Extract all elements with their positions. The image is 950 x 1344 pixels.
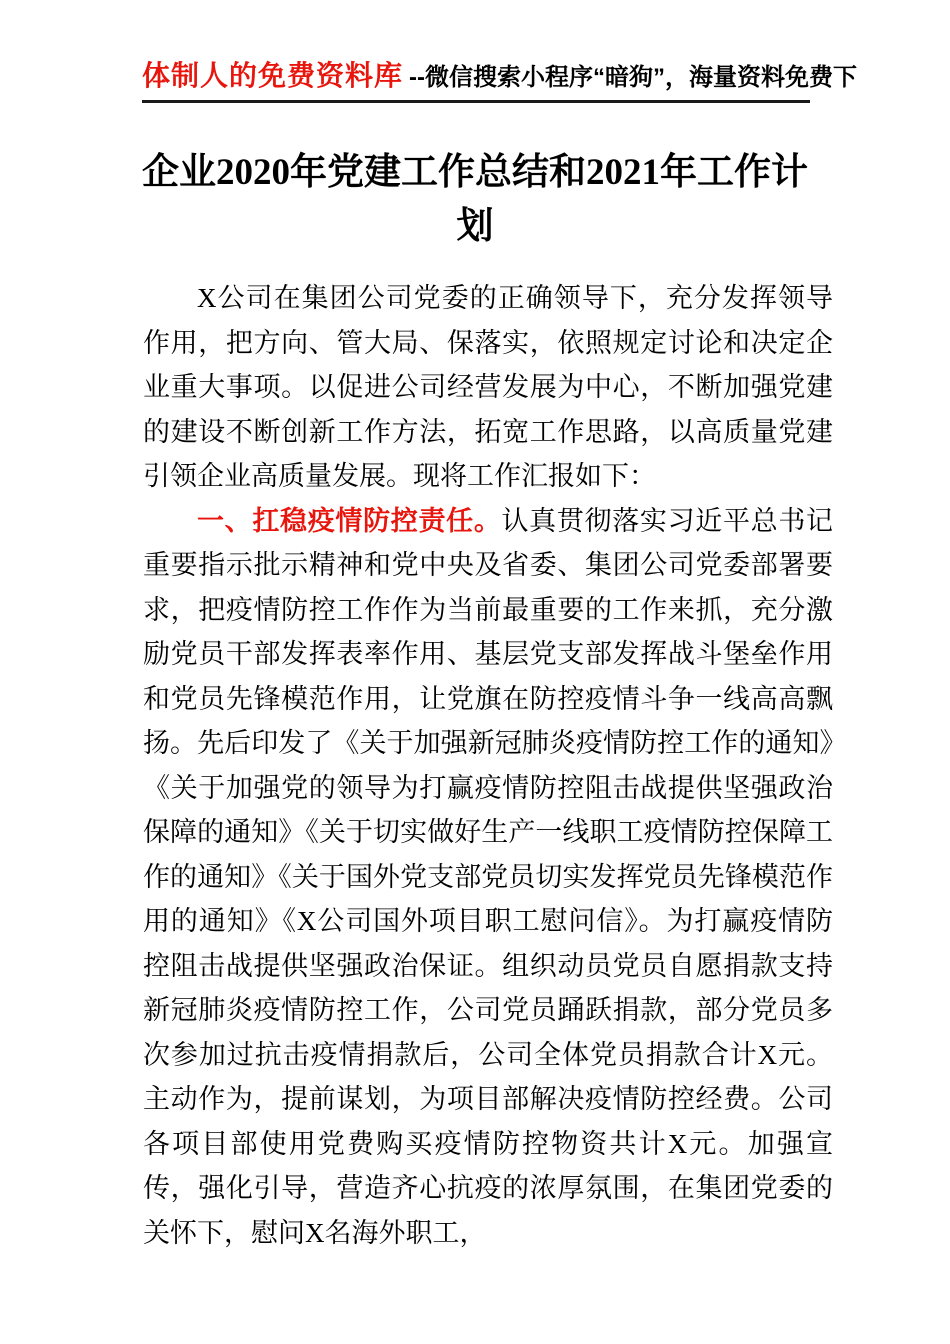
paragraph-text: 认真贯彻落实习近平总书记重要指示批示精神和党中央及省委、集团公司党委部署要求，把疫情防控工作作为当前最重要的工作来抓，充分激励党员干部发挥表率作用、基层党支部发挥战斗堡垒作用和党员先锋模范作用，让党旗在防控疫情斗争一线高高飘扬。先后印发了《关于加强新冠肺炎疫情防控工作的通知》《关于加强党的领导为打赢疫情防控阻击战提供坚强政治保障的通知》《关于切实做好生产一线职工疫情防控保障工作的通知》《关于国外党支部党员切实发挥党员先锋模范作用的通知》《X公司国外项目职工慰问信》。为打赢疫情防控阻击战提供坚强政治保证。组织动员党员自愿捐款支持新冠肺炎疫情防控工作，公司党员踊跃捐款，部分党员多次参加过抗击疫情捐款后，公司全体党员捐款合计X元。主动作为，提前谋划，为项目部解决疫情防控经费。公司各项目部使用党费购买疫情防控物资共计X元。加强宣传，强化引导，营造齐心抗疫的浓厚氛围，在集团党委的关怀下，慰问X名海外职工，	[143, 505, 833, 1248]
document-title: 企业2020年党建工作总结和2021年工作计划	[142, 152, 808, 247]
section-heading-lead: 一、扛稳疫情防控责任。	[197, 505, 502, 536]
body-paragraph-section-1	[143, 499, 833, 1256]
brand-tagline: --微信搜索小程序“暗狗”，海量资料免费下	[409, 64, 857, 91]
header-banner	[142, 60, 857, 103]
document-body	[143, 276, 833, 1255]
paragraph-text: X公司在集团公司党委的正确领导下，充分发挥领导作用，把方向、管大局、保落实，依照规定讨论和决定企业重大事项。以促进公司经营发展为中心，不断加强党建的建设不断创新工作方法，拓宽工作思路，以高质量党建引领企业高质量发展。现将工作汇报如下：	[143, 283, 833, 491]
body-paragraph-intro	[143, 276, 833, 499]
brand-text: 体制人的免费资料库	[142, 60, 404, 91]
